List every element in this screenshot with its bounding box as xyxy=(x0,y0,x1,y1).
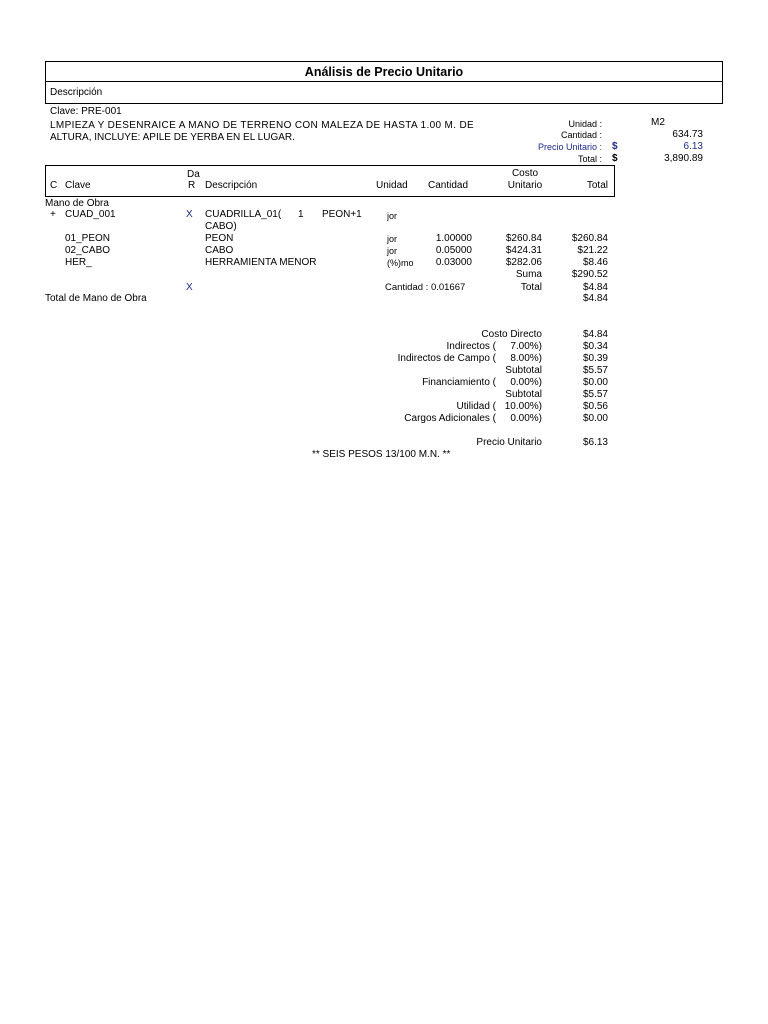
summary-value: $0.00 xyxy=(582,377,608,388)
summary-value: $0.56 xyxy=(582,401,608,412)
total-value: 3,890.89 xyxy=(664,153,703,164)
col-header-r: R xyxy=(188,180,196,191)
group-cantidad: Cantidad : 0.01667 xyxy=(385,282,466,293)
item-total: $21.22 xyxy=(577,245,608,256)
suma-value: $290.52 xyxy=(571,269,608,280)
descripcion-label: Descripción xyxy=(50,87,103,98)
cantidad-value: 634.73 xyxy=(672,129,703,140)
precio-unitario-label: Precio Unitario : xyxy=(537,142,602,152)
suma-label: Suma xyxy=(515,269,542,280)
summary-percent: 0.00%) xyxy=(510,377,542,388)
summary-label: Utilidad ( xyxy=(456,401,496,412)
summary-label: Financiamiento ( xyxy=(422,377,496,388)
summary-value: $5.57 xyxy=(582,389,608,400)
summary-label: Indirectos ( xyxy=(446,341,496,352)
col-header-unidad: Unidad xyxy=(376,180,408,191)
col-header-cantidad: Cantidad xyxy=(428,180,469,191)
precio-unitario-value: 6.13 xyxy=(683,141,703,152)
item-costo: $260.84 xyxy=(505,233,542,244)
group-total-value: $4.84 xyxy=(582,282,608,293)
summary-label: Indirectos de Campo ( xyxy=(397,353,496,364)
final-in-words: ** SEIS PESOS 13/100 M.N. ** xyxy=(312,449,451,460)
page-title: Análisis de Precio Unitario xyxy=(304,65,464,79)
section-title: Mano de Obra xyxy=(45,198,109,209)
final-precio-label: Precio Unitario xyxy=(476,437,542,448)
item-unidad: (%)mo xyxy=(387,258,414,268)
col-header-descripcion: Descripción xyxy=(205,180,258,191)
item-descripcion: PEON xyxy=(205,233,234,244)
item-unidad: jor xyxy=(387,234,398,244)
item-cantidad: 0.03000 xyxy=(435,257,472,268)
summary-label: Costo Directo xyxy=(481,329,542,340)
item-unidad: jor xyxy=(387,246,398,256)
item-cantidad: 1.00000 xyxy=(435,233,472,244)
group-clave: CUAD_001 xyxy=(65,209,116,220)
total-label: Total : xyxy=(577,154,602,164)
cantidad-label: Cantidad : xyxy=(560,130,602,140)
col-header-total: Total xyxy=(586,180,608,191)
section-total-value: $4.84 xyxy=(582,293,608,304)
summary-percent: 7.00%) xyxy=(510,341,542,352)
item-clave: 01_PEON xyxy=(65,233,111,244)
summary-percent: 0.00%) xyxy=(510,413,542,424)
col-header-costo: Costo xyxy=(511,168,539,179)
item-clave: 02_CABO xyxy=(65,245,111,256)
item-clave: HER_ xyxy=(65,257,92,268)
final-precio-value: $6.13 xyxy=(582,437,608,448)
precio-currency: $ xyxy=(612,141,618,152)
item-costo: $424.31 xyxy=(505,245,542,256)
summary-value: $0.34 xyxy=(582,341,608,352)
summary-percent: 10.00%) xyxy=(504,401,542,412)
group-desc-num: 1 xyxy=(298,209,304,220)
group-mark: X xyxy=(186,209,193,220)
group-desc-peon: PEON+1 xyxy=(322,209,362,220)
summary-label: Subtotal xyxy=(505,389,542,400)
col-header-unitario: Unitario xyxy=(507,180,543,191)
concept-description-line1: LMPIEZA Y DESENRAICE A MANO DE TERRENO CON MALEZA DE HASTA 1.00 M. DE xyxy=(50,120,475,131)
item-total: $260.84 xyxy=(571,233,608,244)
section-total-label: Total de Mano de Obra xyxy=(45,293,147,304)
group-unidad: jor xyxy=(387,211,398,221)
group-mark-2: X xyxy=(186,282,193,293)
col-header-c: C xyxy=(50,180,58,191)
item-cantidad: 0.05000 xyxy=(435,245,472,256)
group-desc-line1: CUADRILLA_01( xyxy=(205,209,282,220)
concept-description-line2: ALTURA, INCLUYE: APILE DE YERBA EN EL LUGAR. xyxy=(50,132,295,143)
group-desc-line2: CABO) xyxy=(205,221,237,232)
summary-value: $0.00 xyxy=(582,413,608,424)
summary-label: Cargos Adicionales ( xyxy=(404,413,496,424)
group-plus: + xyxy=(50,209,56,220)
summary-value: $5.57 xyxy=(582,365,608,376)
item-total: $8.46 xyxy=(582,257,608,268)
item-descripcion: CABO xyxy=(205,245,234,256)
total-currency: $ xyxy=(612,153,618,164)
clave-label: Clave: PRE-001 xyxy=(50,106,122,117)
unidad-value: M2 xyxy=(651,117,665,128)
summary-value: $0.39 xyxy=(582,353,608,364)
summary-percent: 8.00%) xyxy=(510,353,542,364)
item-descripcion: HERRAMIENTA MENOR xyxy=(205,257,317,268)
summary-value: $4.84 xyxy=(582,329,608,340)
col-header-clave: Clave xyxy=(65,180,91,191)
summary-label: Subtotal xyxy=(505,365,542,376)
col-header-da: Da xyxy=(187,169,200,180)
item-costo: $282.06 xyxy=(505,257,542,268)
unidad-label: Unidad : xyxy=(568,119,602,129)
group-total-label: Total xyxy=(520,282,542,293)
